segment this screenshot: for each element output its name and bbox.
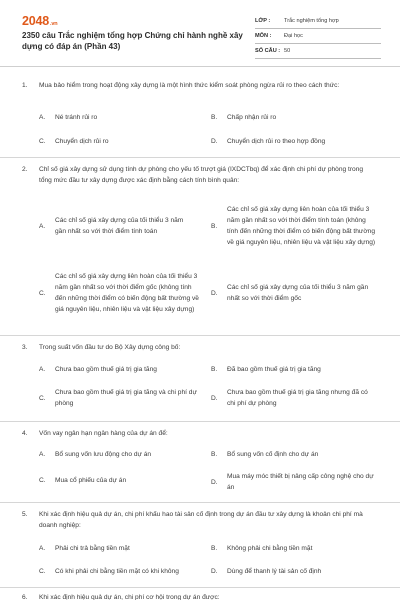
page-header bbox=[0, 0, 400, 62]
option-b[interactable] bbox=[211, 449, 381, 460]
option-text: Các chỉ số giá xây dựng của tối thiểu 3 năm gần nhất so với thời điểm tính toán bbox=[55, 217, 184, 235]
option-a[interactable] bbox=[39, 364, 209, 375]
option-b[interactable] bbox=[211, 198, 386, 254]
option-text: Chấp nhận rủi ro bbox=[227, 114, 277, 121]
question-divider bbox=[0, 502, 400, 503]
option-a[interactable] bbox=[39, 449, 209, 460]
option-d[interactable] bbox=[211, 265, 386, 321]
question-text: Vốn vay ngân hạn ngân hàng của dự án để: bbox=[39, 430, 168, 437]
option-text: Né tránh rủi ro bbox=[55, 114, 98, 121]
logo-main-text: 2048 bbox=[22, 14, 50, 28]
option-letter: A. bbox=[39, 366, 46, 373]
option-letter: B. bbox=[211, 366, 218, 373]
option-text: Mua máy móc thiết bị nâng cấp công nghệ cho dự án bbox=[227, 473, 374, 491]
option-text: Chưa bao gồm thuế giá trị gia tăng nhưng đã có chi phí dự phòng bbox=[227, 389, 368, 407]
option-c[interactable] bbox=[39, 475, 209, 486]
question-number: 4. bbox=[22, 430, 28, 437]
option-c[interactable] bbox=[39, 136, 209, 147]
meta-key: SỐ CÂU : bbox=[255, 48, 281, 54]
option-a[interactable] bbox=[39, 543, 209, 554]
option-b[interactable] bbox=[211, 364, 381, 375]
option-letter: B. bbox=[211, 114, 218, 121]
option-c[interactable] bbox=[39, 386, 209, 410]
question-divider bbox=[0, 587, 400, 588]
option-text: Phải chi trả bằng tiền mặt bbox=[55, 545, 130, 552]
option-letter: C. bbox=[39, 289, 46, 297]
meta-value: 50 bbox=[284, 48, 291, 54]
meta-row-count bbox=[255, 44, 381, 59]
option-b[interactable] bbox=[211, 543, 381, 554]
option-letter: D. bbox=[211, 289, 218, 297]
question-divider bbox=[0, 421, 400, 422]
question-text: Mua bảo hiểm trong hoạt động xây dựng là một hình thức kiểm soát phòng ngừa rủi ro theo cách thức: bbox=[39, 82, 340, 89]
option-text: Chưa bao gồm thuế giá trị gia tăng bbox=[55, 366, 157, 373]
option-c[interactable] bbox=[39, 265, 209, 321]
question-divider bbox=[0, 157, 400, 158]
option-a[interactable] bbox=[39, 112, 209, 123]
question-text: Trong suất vốn đầu tư do Bộ Xây dựng công bố: bbox=[39, 344, 181, 351]
question-number: 5. bbox=[22, 511, 28, 518]
option-b[interactable] bbox=[211, 112, 381, 123]
meta-key: LỚP : bbox=[255, 18, 271, 24]
option-text: Các chỉ số giá xây dựng liên hoàn của tối thiểu 3 năm gần nhất so với thời điểm tính toán (không tính đến những thời điểm có biến động bất thường về giá nguyên liệu, nhiên liệu và vật liệu xây dựng) bbox=[227, 206, 376, 246]
option-letter: D. bbox=[211, 478, 218, 486]
option-text: Không phải chi bằng tiền mặt bbox=[227, 545, 313, 552]
option-text: Các chỉ số giá xây dựng của tối thiểu 3 năm gần nhất so với thời điểm gốc bbox=[227, 284, 369, 302]
option-text: Chuyển dịch rủi ro theo hợp đồng bbox=[227, 138, 326, 145]
option-text: Dùng để thanh lý tài sản cố định bbox=[227, 568, 322, 575]
meta-key: MÔN : bbox=[255, 33, 272, 39]
option-text: Mua cổ phiếu của dự án bbox=[55, 477, 127, 484]
document-meta-table bbox=[255, 14, 381, 59]
option-d[interactable] bbox=[211, 470, 383, 494]
question-text: Khi xác định hiệu quả dự án, chi phí cơ hội trong dự án được: bbox=[39, 594, 220, 600]
meta-value: Trắc nghiệm tổng hợp bbox=[284, 18, 339, 24]
option-text: Đã bao gồm thuế giá trị gia tăng bbox=[227, 366, 321, 373]
option-text: Có khi phải chi bằng tiền mặt có khi không bbox=[55, 568, 179, 575]
question-number: 2. bbox=[22, 166, 28, 173]
option-text: Bổ sung vốn lưu động cho dự án bbox=[55, 451, 152, 458]
option-letter: C. bbox=[39, 568, 46, 575]
option-letter: C. bbox=[39, 394, 46, 402]
option-d[interactable] bbox=[211, 386, 381, 410]
option-d[interactable] bbox=[211, 566, 381, 577]
option-a[interactable] bbox=[39, 198, 209, 254]
question-number: 6. bbox=[22, 594, 28, 600]
option-letter: B. bbox=[211, 545, 218, 552]
option-text: Chuyển dịch rủi ro bbox=[55, 138, 109, 145]
option-letter: C. bbox=[39, 138, 46, 145]
option-letter: A. bbox=[39, 451, 46, 458]
question-text: Khi xác định hiệu quả dự án, chi phí khấu hao tài sản cố định trong dự án đầu tư xây dựng là khoản chi phí mà doanh nghiệp: bbox=[39, 511, 363, 529]
option-letter: D. bbox=[211, 568, 218, 575]
option-letter: D. bbox=[211, 394, 218, 402]
option-text: Bổ sung vốn cố định cho dự án bbox=[227, 451, 319, 458]
question-divider bbox=[0, 335, 400, 336]
option-letter: B. bbox=[211, 222, 218, 230]
meta-row-subject bbox=[255, 29, 381, 44]
meta-value: Đại học bbox=[284, 33, 303, 39]
option-d[interactable] bbox=[211, 136, 381, 147]
option-text: Chưa bao gồm thuế giá trị gia tăng và chi phí dự phòng bbox=[55, 389, 197, 407]
option-letter: B. bbox=[211, 451, 218, 458]
document-title: 2350 câu Trắc nghiệm tổng hợp Chứng chỉ hành nghề xây dựng có đáp án (Phần 43) bbox=[22, 31, 243, 51]
site-logo[interactable] bbox=[22, 14, 57, 28]
option-letter: D. bbox=[211, 138, 218, 145]
option-text: Các chỉ số giá xây dựng liên hoàn của tối thiểu 3 năm gần nhất so với thời điểm gốc (không tính đến những thời điểm có biến động bất thường về giá nguyên liệu, nhiên liệu và vật liệu xây dựng) bbox=[55, 273, 199, 313]
option-letter: A. bbox=[39, 114, 46, 121]
option-letter: A. bbox=[39, 545, 46, 552]
option-letter: A. bbox=[39, 222, 46, 230]
option-c[interactable] bbox=[39, 566, 211, 577]
header-divider bbox=[0, 66, 400, 67]
question-number: 3. bbox=[22, 344, 28, 351]
meta-row-class bbox=[255, 14, 381, 29]
logo-suffix-text: .vn bbox=[50, 21, 58, 27]
question-text: Chỉ số giá xây dựng sử dụng tính dự phòng cho yếu tố trượt giá (IXDCTbq) để xác định chi phí dự phòng trong tổng mức đầu tư xây dựng được xác định bằng cách tính bình quân: bbox=[39, 166, 364, 184]
option-letter: C. bbox=[39, 477, 46, 484]
question-number: 1. bbox=[22, 82, 28, 89]
